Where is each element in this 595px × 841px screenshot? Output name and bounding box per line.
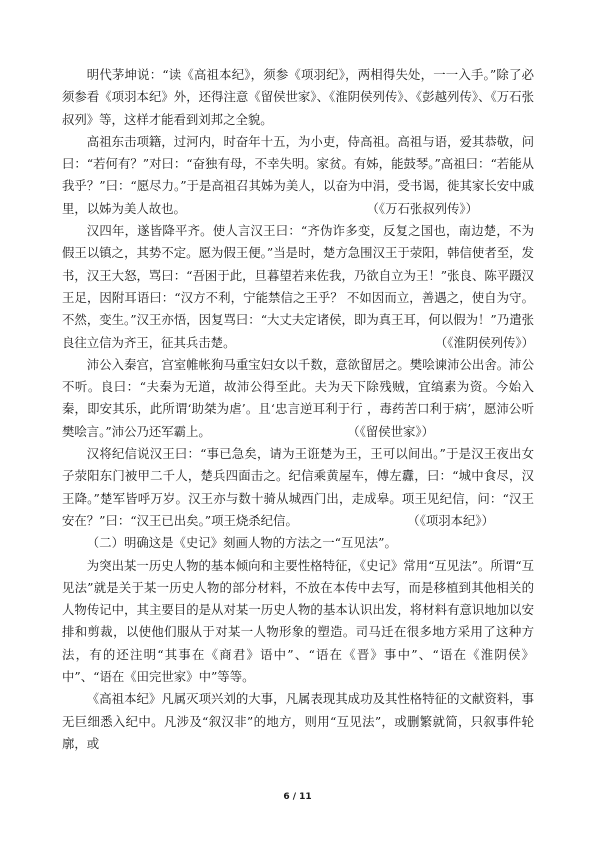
- paragraph-7-text: 为突出某一历史人物的基本倾向和主要性格特征，《史记》常用“互见法”。所谓“互见法”就是关于某一历史人物的部分材料，不放在本传中去写，而是移植到其他相关的人物传记中，其主要目的是从对某一历史人物的基本认识出发，将材料有意识地加以安排和剪裁，以使他们服从于对某一人物形象的塑造。司马迁在很多地方采用了这种方法，有的还注明“其事在《商君》语中”、“语在《晋》事中”、“语在《淮阴侯》中”、“语在《田完世家》中”等等。: [62, 557, 534, 685]
- paragraph-1: [62, 64, 534, 131]
- paragraph-2: [62, 131, 534, 220]
- paragraph-2-text: 高祖东击项籍，过河内，时奋年十五，为小吏，侍高祖。高祖与语，爱其恭敬，问曰：“若何有？”对曰：“奋独有母，不幸失明。家贫。有姊，能鼓琴。”高祖曰：“若能从我乎？”曰：“愿尽力。”于是高祖召其姊为美人，以奋为中涓，受书谒，徙其家长安中戚里，以姊为美人故也。: [62, 133, 534, 216]
- section-heading: [62, 532, 534, 554]
- paragraph-5-citation: （《项羽本纪》）: [407, 512, 494, 528]
- paragraph-4-text: 沛公入秦宫，宫室帷帐狗马重宝妇女以千数，意欲留居之。樊哙谏沛公出舍。沛公不听。良曰：“夫秦为无道，故沛公得至此。夫为天下除残贼，宜缟素为资。今始入秦，即安其乐，此所谓‘助桀为虐’。且‘忠言逆耳利于行 ，毒药苦口利于病’，愿沛公听樊哙言。”沛公乃还军霸上。: [62, 356, 534, 439]
- paragraph-8: [62, 688, 534, 755]
- paragraph-3-citation: （《淮阴侯列传》）: [434, 334, 534, 350]
- paragraph-3-text: 汉四年，遂皆降平齐。使人言汉王曰：“齐伪诈多变，反复之国也，南边楚，不为假王以镇之，其势不定。愿为假王便。”当是时，楚方急围汉王于荥阳，韩信使者至，发书，汉王大怒，骂曰：“吾困于此，旦暮望若来佐我，乃欲自立为王！”张良、陈平蹑汉王足，因附耳语曰：“汉方不利，宁能禁信之王乎？ 不如因而立，善遇之，使自为守。不然，变生。”汉王亦悟，因复骂曰：“大丈夫定诸侯，即为真王耳，何以假为！”乃遣张良往立信为齐王，征其兵击楚。: [62, 223, 534, 350]
- document-body: [62, 64, 534, 755]
- paragraph-4: [62, 354, 534, 443]
- paragraph-2-citation: （《万石张叔列传》）: [366, 200, 478, 216]
- paragraph-5-text: 汉将纪信说汉王曰：“事已急矣，请为王诳楚为王，王可以间出。”于是汉王夜出女子荥阳东门被甲二千人，楚兵四面击之。纪信乘黄屋车，傅左纛，曰：“城中食尽，汉王降。”楚军皆呼万岁。汉王亦与数十骑从城西门出，走成皋。项王见纪信，问：“汉王安在？”曰：“汉王已出矣。”项王烧杀纪信。: [62, 446, 534, 528]
- paragraph-7: [62, 555, 534, 689]
- paragraph-4-citation: （《留侯世家》）: [347, 423, 434, 439]
- paragraph-3: [62, 220, 534, 354]
- paragraph-5: [62, 443, 534, 532]
- section-heading-text: （二）明确这是《史记》刻画人物的方法之一“互见法”。: [86, 535, 397, 551]
- page-number: 6 / 11: [283, 792, 312, 802]
- paragraph-1-text: 明代茅坤说：“读《高祖本纪》，须参《项羽纪》，两相得失处，一一入手。”除了必须参看《项羽本纪》外，还得注意《留侯世家》、《淮阴侯列传》、《彭越列传》、《万石张叔列》等，这样才能看到刘邦之全貌。: [62, 67, 534, 127]
- paragraph-8-text: 《高祖本纪》凡属灭项兴刘的大事，凡属表现其成功及其性格特征的文献资料，事无巨细悉入纪中。凡涉及“叙汉非”的地方，则用“互见法”，或删繁就简，只叙事件轮廓，或: [62, 691, 534, 751]
